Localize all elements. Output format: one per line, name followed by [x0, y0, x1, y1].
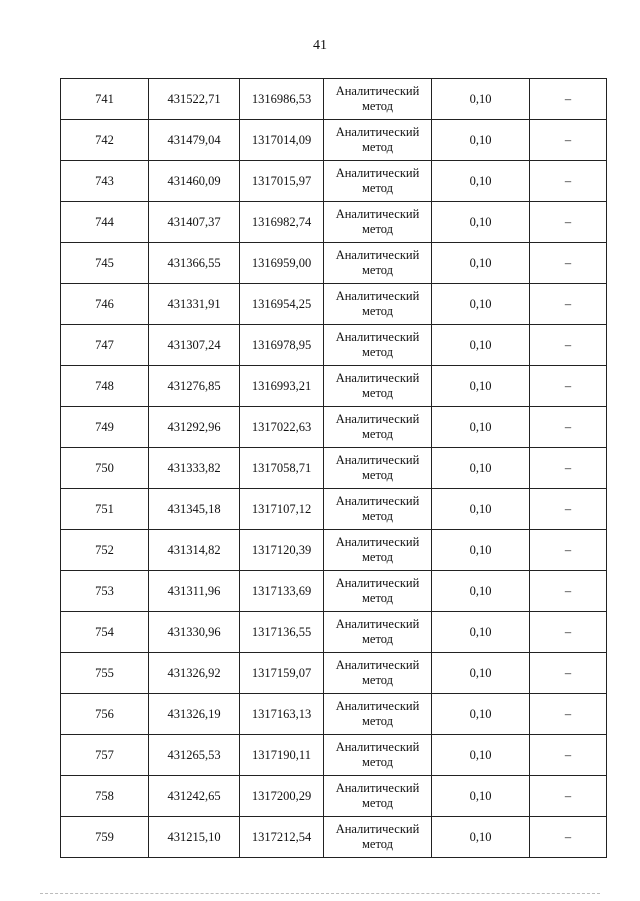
table-row [61, 243, 607, 284]
method-cell [324, 489, 432, 530]
coordinate-y: 1317058,71 [240, 448, 324, 489]
accuracy-value: 0,10 [432, 243, 530, 284]
table-row [61, 653, 607, 694]
method-line-1: Аналитический [335, 699, 420, 713]
accuracy-value: 0,10 [432, 489, 530, 530]
method-line-1: Аналитический [335, 166, 420, 180]
point-number: 742 [61, 120, 149, 161]
method-line-1: Аналитический [335, 371, 420, 385]
empty-dash: – [530, 79, 607, 120]
empty-dash: – [530, 776, 607, 817]
accuracy-value: 0,10 [432, 571, 530, 612]
point-number: 753 [61, 571, 149, 612]
coordinate-y: 1317107,12 [240, 489, 324, 530]
table-row [61, 161, 607, 202]
accuracy-value: 0,10 [432, 653, 530, 694]
empty-dash: – [530, 735, 607, 776]
method-cell [324, 571, 432, 612]
coordinate-x: 431366,55 [149, 243, 240, 284]
method-line-2: метод [361, 140, 393, 154]
coordinate-y: 1316993,21 [240, 366, 324, 407]
empty-dash: – [530, 161, 607, 202]
method-line-1: Аналитический [335, 576, 420, 590]
table-row [61, 448, 607, 489]
coordinate-y: 1317136,55 [240, 612, 324, 653]
coordinate-y: 1317120,39 [240, 530, 324, 571]
coordinate-x: 431522,71 [149, 79, 240, 120]
method-line-2: метод [361, 837, 393, 851]
table-row [61, 120, 607, 161]
point-number: 759 [61, 817, 149, 858]
point-number: 757 [61, 735, 149, 776]
coordinate-y: 1317022,63 [240, 407, 324, 448]
accuracy-value: 0,10 [432, 530, 530, 571]
table-row [61, 325, 607, 366]
coordinate-x: 431311,96 [149, 571, 240, 612]
method-cell [324, 284, 432, 325]
method-line-2: метод [361, 632, 393, 646]
coordinate-x: 431479,04 [149, 120, 240, 161]
empty-dash: – [530, 202, 607, 243]
coordinate-x: 431215,10 [149, 817, 240, 858]
method-line-2: метод [361, 304, 393, 318]
method-line-2: метод [361, 222, 393, 236]
coordinate-x: 431314,82 [149, 530, 240, 571]
method-line-1: Аналитический [335, 289, 420, 303]
method-cell [324, 694, 432, 735]
table-row [61, 735, 607, 776]
accuracy-value: 0,10 [432, 284, 530, 325]
point-number: 745 [61, 243, 149, 284]
empty-dash: – [530, 817, 607, 858]
point-number: 748 [61, 366, 149, 407]
empty-dash: – [530, 612, 607, 653]
coordinate-x: 431242,65 [149, 776, 240, 817]
method-cell [324, 161, 432, 202]
method-line-1: Аналитический [335, 248, 420, 262]
empty-dash: – [530, 366, 607, 407]
method-line-1: Аналитический [335, 658, 420, 672]
accuracy-value: 0,10 [432, 325, 530, 366]
empty-dash: – [530, 489, 607, 530]
empty-dash: – [530, 571, 607, 612]
accuracy-value: 0,10 [432, 612, 530, 653]
accuracy-value: 0,10 [432, 694, 530, 735]
method-cell [324, 448, 432, 489]
accuracy-value: 0,10 [432, 161, 530, 202]
empty-dash: – [530, 653, 607, 694]
method-line-2: метод [361, 550, 393, 564]
coordinate-x: 431292,96 [149, 407, 240, 448]
method-line-2: метод [361, 345, 393, 359]
point-number: 754 [61, 612, 149, 653]
point-number: 752 [61, 530, 149, 571]
coordinate-y: 1316959,00 [240, 243, 324, 284]
point-number: 743 [61, 161, 149, 202]
table-row [61, 489, 607, 530]
accuracy-value: 0,10 [432, 817, 530, 858]
accuracy-value: 0,10 [432, 202, 530, 243]
point-number: 755 [61, 653, 149, 694]
table-row [61, 530, 607, 571]
method-line-1: Аналитический [335, 125, 420, 139]
coordinate-y: 1317163,13 [240, 694, 324, 735]
table-row [61, 571, 607, 612]
accuracy-value: 0,10 [432, 79, 530, 120]
empty-dash: – [530, 448, 607, 489]
accuracy-value: 0,10 [432, 366, 530, 407]
method-line-1: Аналитический [335, 494, 420, 508]
method-line-1: Аналитический [335, 453, 420, 467]
point-number: 741 [61, 79, 149, 120]
method-cell [324, 202, 432, 243]
method-line-2: метод [361, 509, 393, 523]
method-line-1: Аналитический [335, 822, 420, 836]
empty-dash: – [530, 407, 607, 448]
point-number: 746 [61, 284, 149, 325]
method-cell [324, 776, 432, 817]
empty-dash: – [530, 325, 607, 366]
method-line-1: Аналитический [335, 781, 420, 795]
accuracy-value: 0,10 [432, 776, 530, 817]
table-row [61, 366, 607, 407]
coordinate-x: 431326,19 [149, 694, 240, 735]
method-cell [324, 612, 432, 653]
point-number: 747 [61, 325, 149, 366]
method-line-1: Аналитический [335, 617, 420, 631]
coordinate-y: 1317212,54 [240, 817, 324, 858]
empty-dash: – [530, 694, 607, 735]
method-line-2: метод [361, 591, 393, 605]
method-cell [324, 735, 432, 776]
method-line-2: метод [361, 263, 393, 277]
table-row [61, 79, 607, 120]
coordinate-y: 1316986,53 [240, 79, 324, 120]
method-line-2: метод [361, 714, 393, 728]
coordinate-x: 431407,37 [149, 202, 240, 243]
method-cell [324, 366, 432, 407]
method-cell [324, 817, 432, 858]
method-cell [324, 243, 432, 284]
table-row [61, 694, 607, 735]
method-line-2: метод [361, 673, 393, 687]
coordinate-x: 431345,18 [149, 489, 240, 530]
method-cell [324, 407, 432, 448]
accuracy-value: 0,10 [432, 120, 530, 161]
method-line-1: Аналитический [335, 84, 420, 98]
method-cell [324, 120, 432, 161]
accuracy-value: 0,10 [432, 448, 530, 489]
table-row [61, 776, 607, 817]
coordinate-x: 431330,96 [149, 612, 240, 653]
method-line-2: метод [361, 796, 393, 810]
empty-dash: – [530, 530, 607, 571]
method-line-2: метод [361, 386, 393, 400]
coordinate-y: 1317015,97 [240, 161, 324, 202]
method-line-2: метод [361, 99, 393, 113]
coordinate-x: 431331,91 [149, 284, 240, 325]
coordinate-y: 1316978,95 [240, 325, 324, 366]
scan-edge-line [40, 893, 600, 895]
empty-dash: – [530, 243, 607, 284]
coordinate-x: 431307,24 [149, 325, 240, 366]
point-number: 751 [61, 489, 149, 530]
coordinate-y: 1317133,69 [240, 571, 324, 612]
coordinate-y: 1316982,74 [240, 202, 324, 243]
table-row [61, 202, 607, 243]
table-row [61, 284, 607, 325]
method-line-1: Аналитический [335, 740, 420, 754]
method-line-1: Аналитический [335, 330, 420, 344]
point-number: 744 [61, 202, 149, 243]
point-number: 750 [61, 448, 149, 489]
coordinate-y: 1316954,25 [240, 284, 324, 325]
coordinate-x: 431326,92 [149, 653, 240, 694]
coordinates-table [60, 78, 607, 858]
coordinate-y: 1317159,07 [240, 653, 324, 694]
method-line-1: Аналитический [335, 535, 420, 549]
table-row [61, 407, 607, 448]
point-number: 758 [61, 776, 149, 817]
page-number: 41 [313, 38, 327, 53]
method-line-2: метод [361, 181, 393, 195]
empty-dash: – [530, 120, 607, 161]
coordinate-y: 1317200,29 [240, 776, 324, 817]
coordinate-x: 431333,82 [149, 448, 240, 489]
empty-dash: – [530, 284, 607, 325]
table-row [61, 817, 607, 858]
point-number: 756 [61, 694, 149, 735]
table-row [61, 612, 607, 653]
coordinate-x: 431276,85 [149, 366, 240, 407]
coordinate-y: 1317190,11 [240, 735, 324, 776]
method-cell [324, 653, 432, 694]
method-cell [324, 79, 432, 120]
coordinate-x: 431460,09 [149, 161, 240, 202]
method-cell [324, 325, 432, 366]
coordinate-x: 431265,53 [149, 735, 240, 776]
accuracy-value: 0,10 [432, 407, 530, 448]
method-line-2: метод [361, 755, 393, 769]
coordinate-y: 1317014,09 [240, 120, 324, 161]
method-line-2: метод [361, 468, 393, 482]
method-line-2: метод [361, 427, 393, 441]
method-line-1: Аналитический [335, 412, 420, 426]
method-line-1: Аналитический [335, 207, 420, 221]
accuracy-value: 0,10 [432, 735, 530, 776]
point-number: 749 [61, 407, 149, 448]
table-body [61, 79, 607, 858]
method-cell [324, 530, 432, 571]
